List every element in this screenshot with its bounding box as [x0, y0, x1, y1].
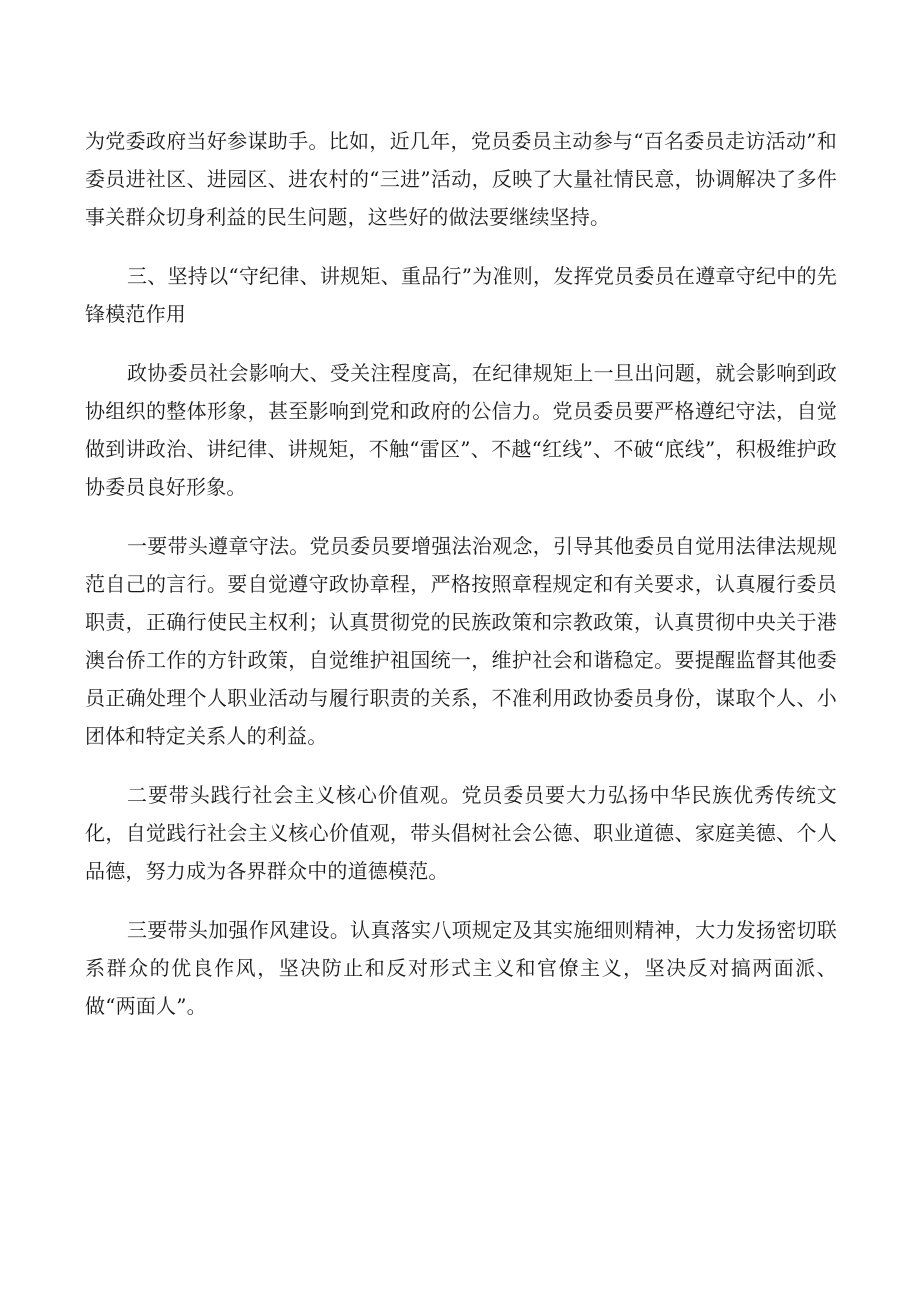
paragraph-point-three: 三要带头加强作风建设。认真落实八项规定及其实施细则精神，大力发扬密切联系群众的优良作风，坚决防止和反对形式主义和官僚主义，坚决反对搞两面派、做“两面人”。: [85, 918, 837, 1018]
document-body: [85, 122, 837, 1046]
paragraph-continuation: 为党委政府当好参谋助手。比如，近几年，党员委员主动参与“百名委员走访活动”和委员进社区、进园区、进农村的“三进”活动，反映了大量社情民意，协调解决了多件事关群众切身利益的民生问题，这些好的做法要继续坚持。: [85, 129, 837, 229]
paragraph-point-two: 二要带头践行社会主义核心价值观。党员委员要大力弘扬中华民族优秀传统文化，自觉践行社会主义核心价值观，带头倡树社会公德、职业道德、家庭美德、个人品德，努力成为各界群众中的道德模范。: [85, 783, 837, 883]
paragraph-point-one: 一要带头遵章守法。党员委员要增强法治观念，引导其他委员自觉用法律法规规范自己的言行。要自觉遵守政协章程，严格按照章程规定和有关要求，认真履行委员职责，正确行使民主权利；认真贯彻党的民族政策和宗教政策，认真贯彻中央关于港澳台侨工作的方针政策，自觉维护祖国统一，维护社会和谐稳定。要提醒监督其他委员正确处理个人职业活动与履行职责的关系，不准利用政协委员身份，谋取个人、小团体和特定关系人的利益。: [85, 534, 837, 748]
section-heading: 三、坚持以“守纪律、讲规矩、重品行”为准则，发挥党员委员在遵章守纪中的先锋模范作用: [85, 264, 837, 326]
paragraph-intro: 政协委员社会影响大、受关注程度高，在纪律规矩上一旦出问题，就会影响到政协组织的整体形象，甚至影响到党和政府的公信力。党员委员要严格遵纪守法，自觉做到讲政治、讲纪律、讲规矩，不触“雷区”、不越“红线”、不破“底线”，积极维护政协委员良好形象。: [85, 361, 837, 499]
